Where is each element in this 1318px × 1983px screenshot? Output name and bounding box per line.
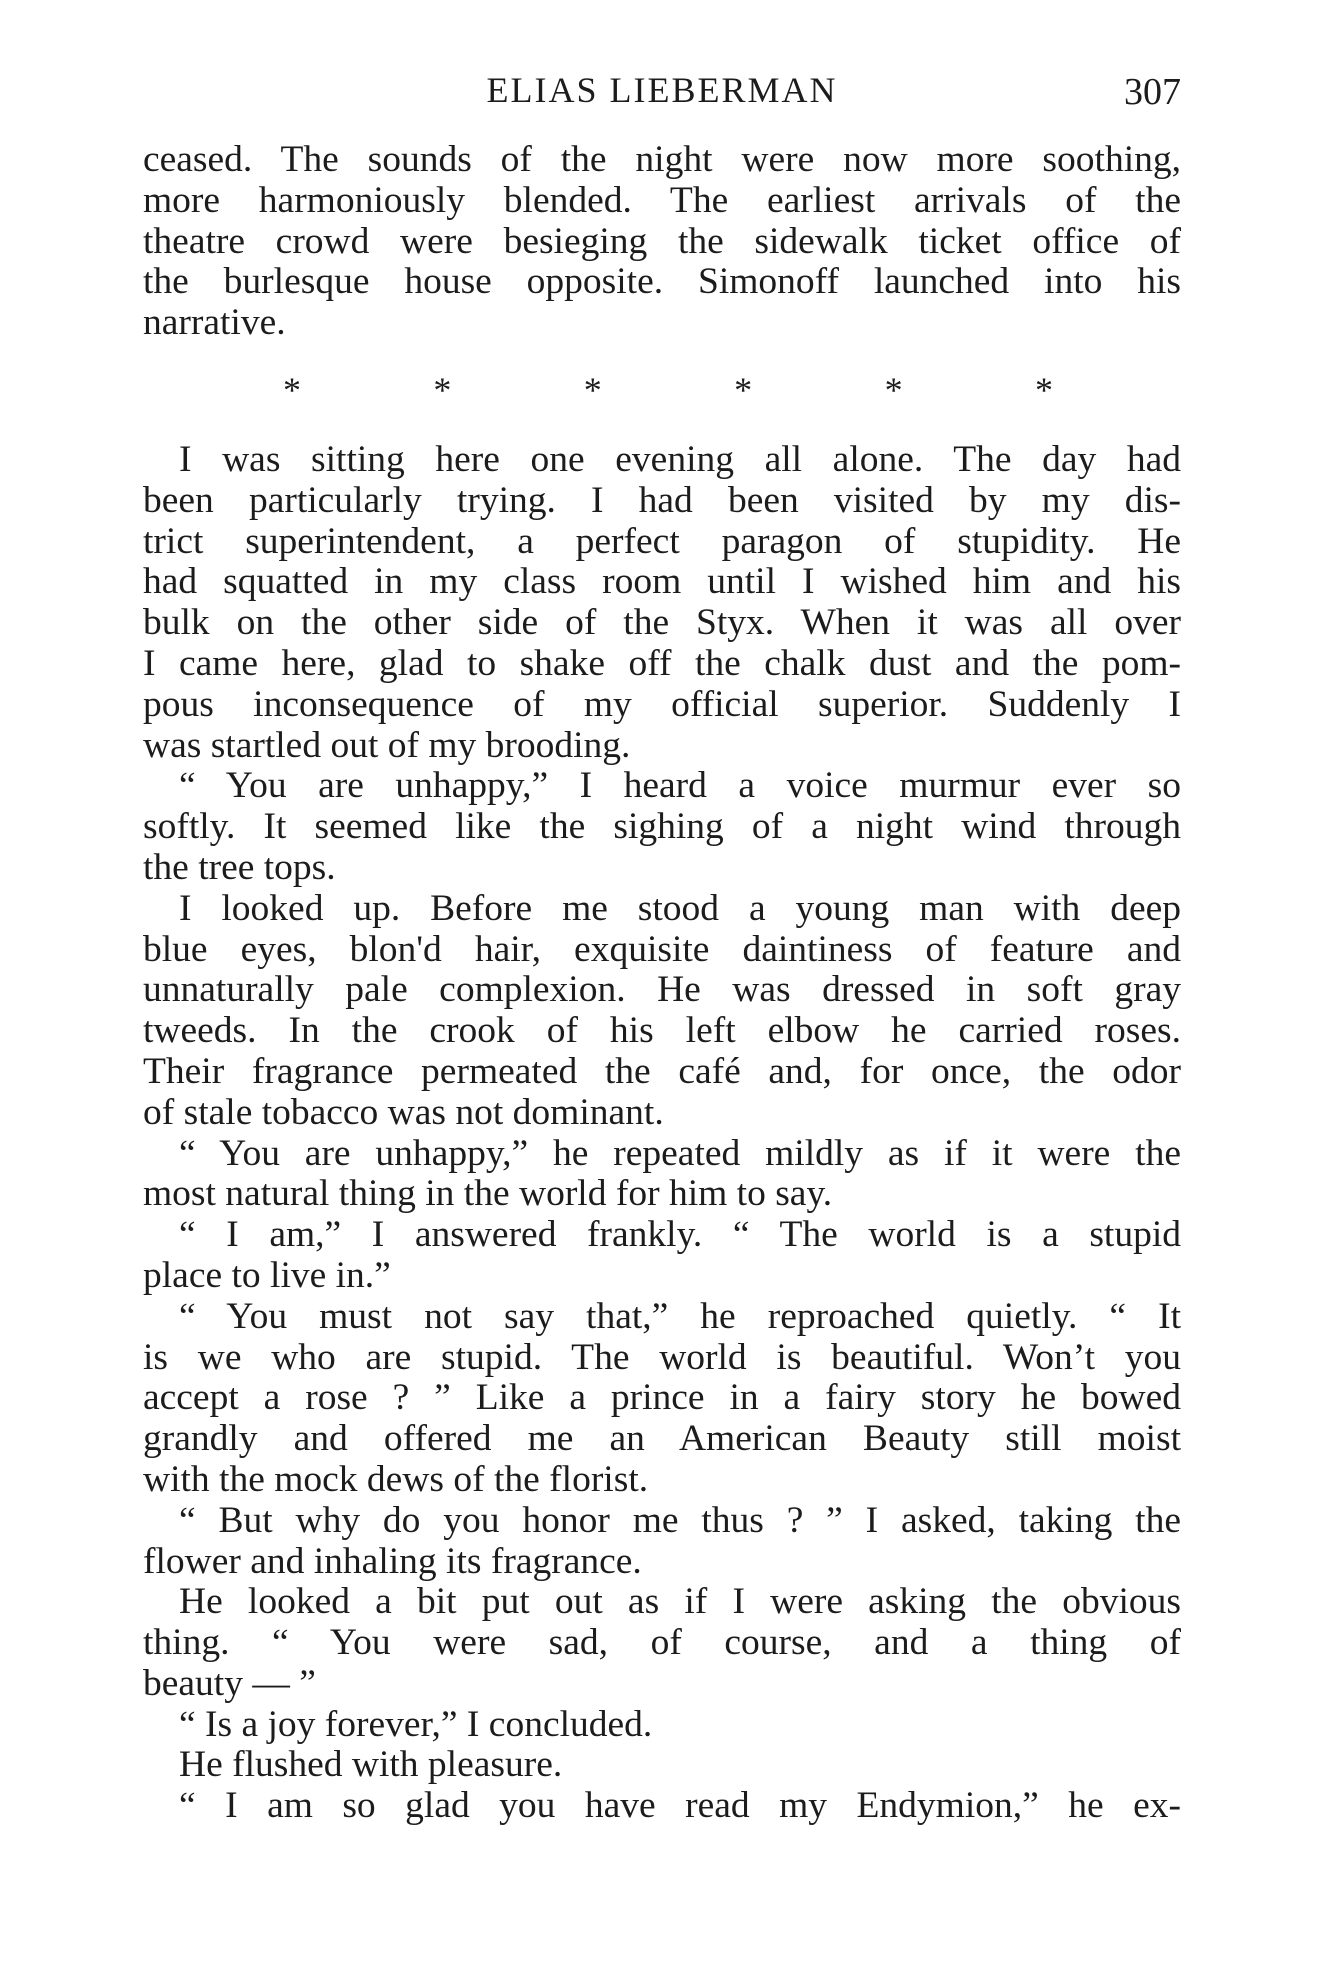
asterisk-ornament: * [283, 369, 301, 410]
text-line: the burlesque house opposite. Simonoff launched into his [143, 261, 1181, 303]
text-line: I was sitting here one evening all alone. The day had [179, 438, 1181, 480]
paragraph [143, 1134, 1181, 1216]
text-line: of stale tobacco was not dominant. [143, 1091, 664, 1133]
text-line: blue eyes, blon'd hair, exquisite daintiness of feature and [143, 928, 1181, 970]
text-line: theatre crowd were besieging the sidewalk ticket office of [143, 220, 1181, 262]
text-line: beauty — ” [143, 1662, 316, 1704]
text-line: “ But why do you honor me thus ? ” I asked, taking the [179, 1499, 1181, 1541]
asterisk-ornament: * [884, 369, 903, 410]
text-line: He flushed with pleasure. [179, 1744, 563, 1786]
text-line: “ You must not say that,” he reproached quietly. “ It [179, 1295, 1181, 1337]
paragraph [143, 1705, 1181, 1746]
text-line: “ You are unhappy,” he repeated mildly as if it were the [179, 1132, 1181, 1174]
asterisk-ornament: * [433, 369, 452, 410]
asterisk-ornament: * [1034, 369, 1053, 410]
paragraph [143, 1786, 1181, 1827]
paragraph [143, 1501, 1181, 1583]
text-line: grandly and offered me an American Beauty still moist [143, 1418, 1181, 1460]
text-line: I looked up. Before me stood a young man with deep [179, 887, 1181, 929]
text-line: thing. “ You were sad, of course, and a thing of [143, 1622, 1181, 1664]
running-head [143, 60, 1181, 120]
text-line: Their fragrance permeated the café and, for once, the odor [143, 1050, 1181, 1092]
text-line: unnaturally pale complexion. He was dressed in soft gray [143, 969, 1181, 1011]
text-line: bulk on the other side of the Styx. When it was all over [143, 602, 1181, 644]
text-line: ceased. The sounds of the night were now more soothing, [143, 139, 1181, 180]
text-line: more harmoniously blended. The earliest arrivals of the [143, 179, 1181, 221]
text-line: place to live in.” [143, 1254, 391, 1296]
text-line: narrative. [143, 302, 286, 344]
paragraph [143, 1215, 1181, 1297]
text-line: “ I am so glad you have read my Endymion,” he ex- [179, 1785, 1181, 1827]
running-title: ELIAS LIEBERMAN [486, 70, 838, 110]
text-line: He looked a bit put out as if I were asking the obvious [179, 1581, 1181, 1623]
section-break [283, 370, 1053, 410]
page-number: 307 [1124, 71, 1181, 113]
text-line: I came here, glad to shake off the chalk dust and the pom- [143, 642, 1181, 684]
text-line: with the mock dews of the florist. [143, 1458, 649, 1500]
text-line: “ You are unhappy,” I heard a voice murmur ever so [179, 765, 1181, 807]
text-line: “ I am,” I answered frankly. “ The world is a stupid [179, 1214, 1181, 1256]
body-text [143, 140, 1181, 1827]
paragraph [143, 889, 1181, 1134]
paragraph [143, 1745, 1181, 1786]
text-line: is we who are stupid. The world is beautiful. Won’t you [143, 1336, 1181, 1378]
paragraph [143, 1582, 1181, 1704]
text-line: pous inconsequence of my official superior. Suddenly I [143, 683, 1181, 725]
paragraph [143, 766, 1181, 888]
asterisk-ornament: * [734, 369, 753, 410]
text-line: accept a rose ? ” Like a prince in a fairy story he bowed [143, 1377, 1181, 1419]
paragraph [143, 140, 1181, 344]
paragraph [143, 1297, 1181, 1501]
text-line: the tree tops. [143, 846, 336, 888]
text-line: had squatted in my class room until I wished him and his [143, 561, 1181, 603]
text-line: most natural thing in the world for him to say. [143, 1173, 833, 1215]
text-line: flower and inhaling its fragrance. [143, 1540, 642, 1582]
text-line: “ Is a joy forever,” I concluded. [179, 1703, 653, 1745]
text-line: softly. It seemed like the sighing of a night wind through [143, 806, 1181, 848]
text-line: been particularly trying. I had been visited by my dis- [143, 479, 1181, 521]
asterisk-ornament: * [583, 369, 602, 410]
text-line: trict superintendent, a perfect paragon of stupidity. He [143, 520, 1181, 562]
paragraph [143, 440, 1181, 766]
text-line: was startled out of my brooding. [143, 724, 631, 766]
text-line: tweeds. In the crook of his left elbow he carried roses. [143, 1010, 1181, 1052]
